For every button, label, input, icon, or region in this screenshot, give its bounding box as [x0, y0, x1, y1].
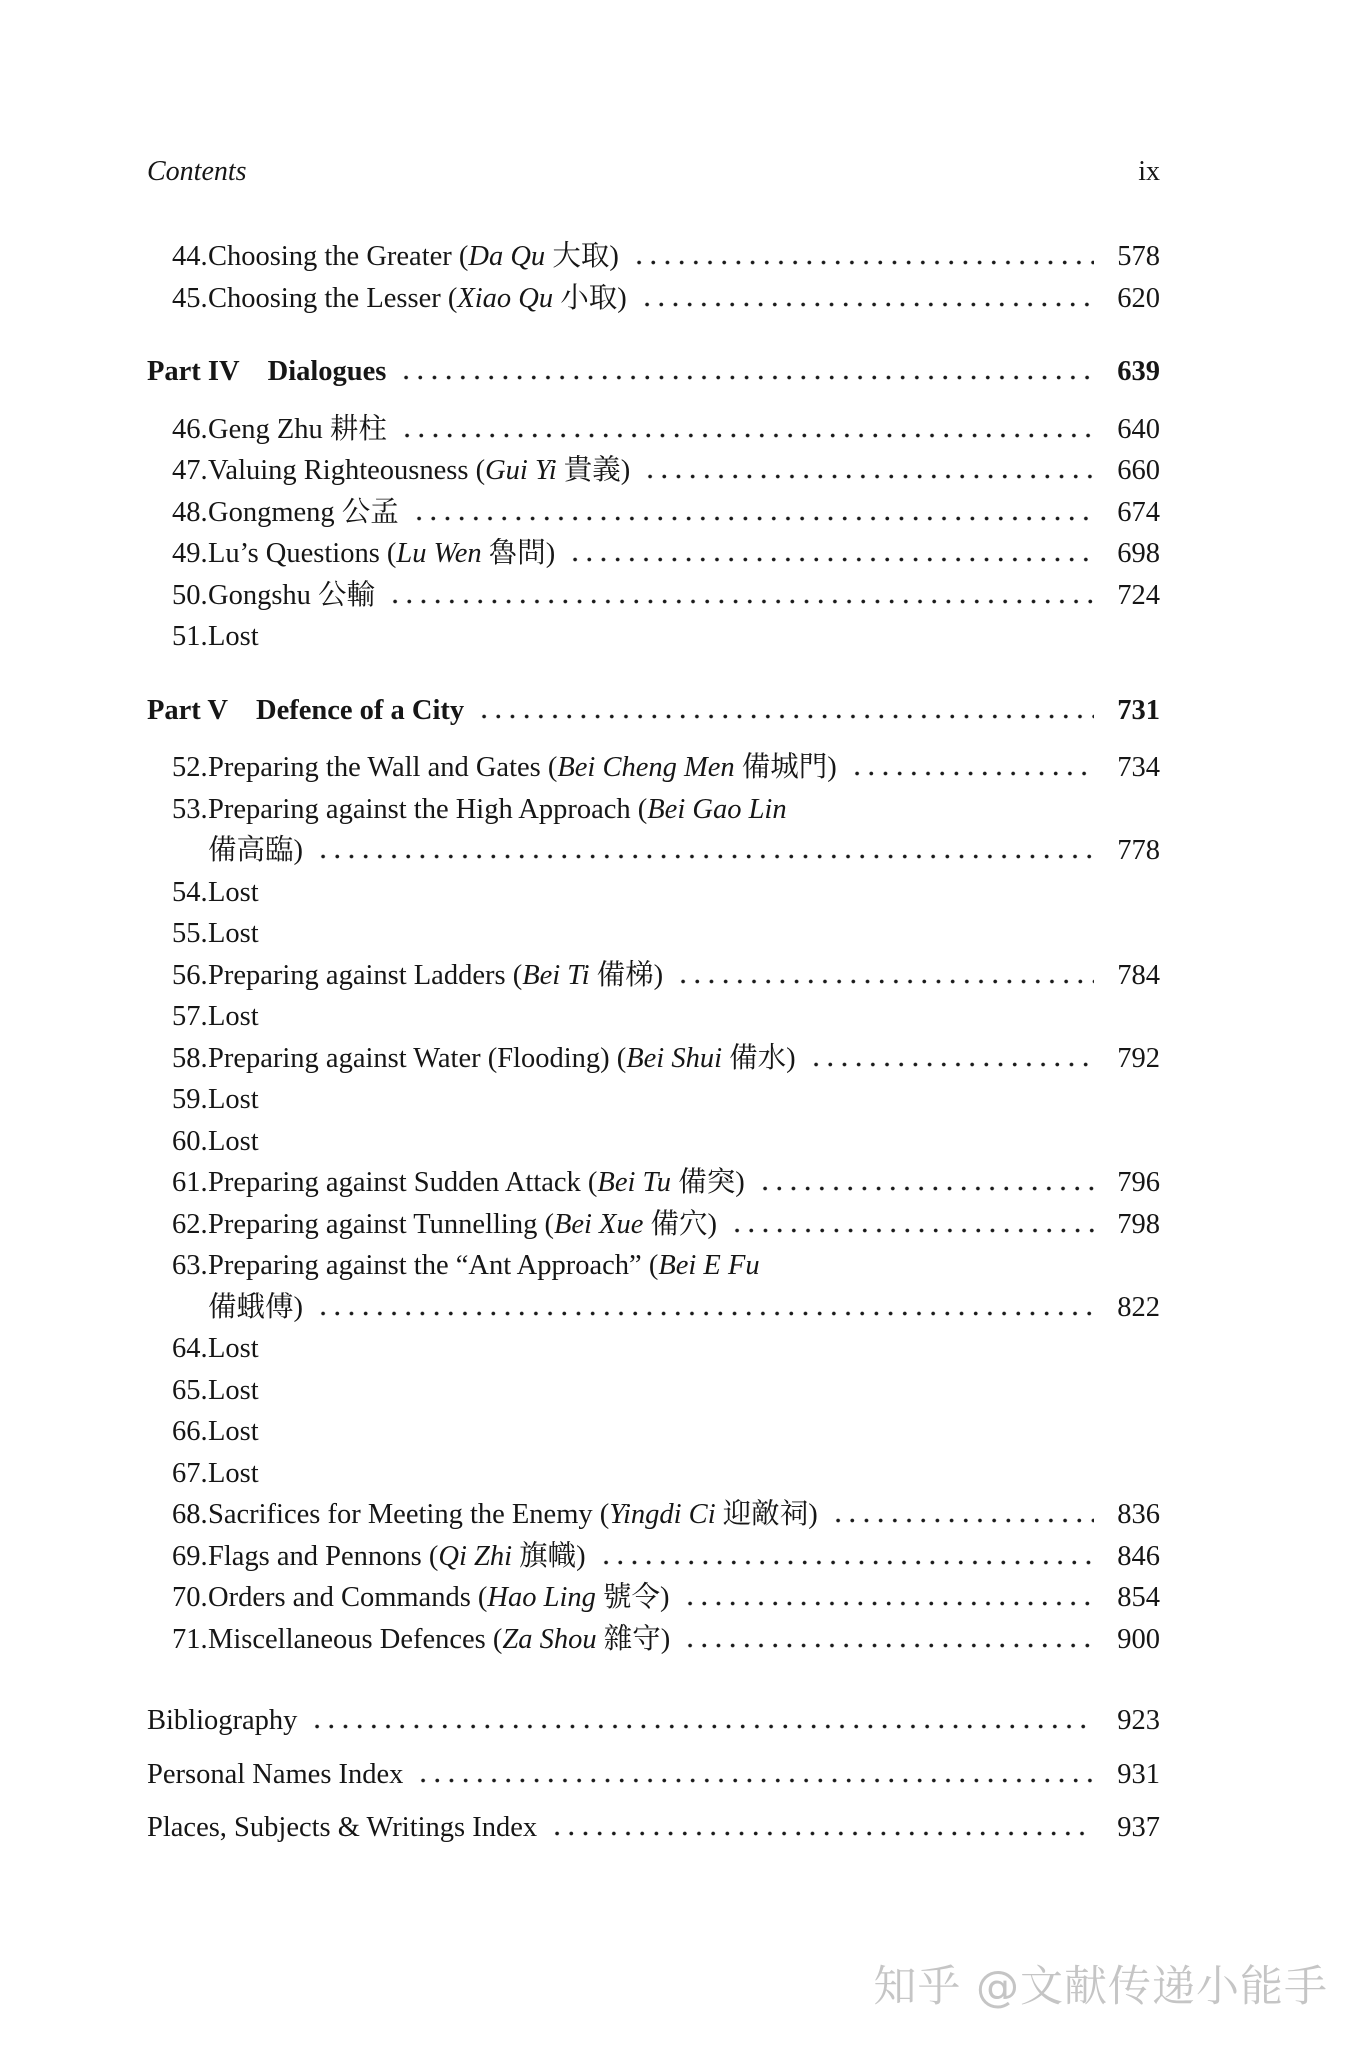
entry-title [208, 1453, 259, 1495]
entry-number: 53. [172, 793, 208, 825]
entry-title-text: Flags and Pennons ( [208, 1540, 439, 1572]
entry-title-text: Preparing against Sudden Attack ( [208, 1167, 598, 1198]
entry-title-romanization: Bei Xue [553, 1208, 644, 1240]
entry-number: 67. [172, 1457, 208, 1489]
dot-leader [643, 474, 1094, 479]
toc-entry [147, 1204, 1160, 1246]
toc-entry [147, 1494, 1160, 1536]
entry-page-number: 698 [1117, 538, 1160, 569]
toc-entry [147, 1245, 1160, 1287]
part-title: Defence of a City [256, 694, 465, 726]
entry-title-text: 備高臨) [208, 835, 303, 866]
entry-title [208, 1038, 796, 1080]
entry-number: 49. [172, 538, 208, 569]
entry-title [208, 1577, 670, 1619]
entry-title-text: Lost [208, 1457, 259, 1489]
toc-entry [147, 1754, 1160, 1796]
entry-title-text: Preparing against Ladders ( [208, 959, 523, 991]
entry-title-text: Lost [208, 876, 259, 908]
part-label: Part V [147, 694, 228, 726]
entry-title [147, 1754, 403, 1796]
entry-title-text: Orders and Commands ( [208, 1582, 488, 1613]
dot-leader [400, 433, 1094, 438]
entry-title-romanization: Bei E Fu [658, 1250, 760, 1281]
entry-number: 66. [172, 1416, 208, 1447]
entry-title-text: 貴義) [556, 455, 631, 486]
dot-leader [683, 1601, 1094, 1606]
entry-page-number: 931 [1117, 1758, 1160, 1790]
part-title: Dialogues [267, 356, 387, 387]
entry-title [208, 278, 627, 320]
dot-leader [683, 1643, 1094, 1648]
toc-entry [147, 830, 1160, 872]
entry-title-text: Places, Subjects & Writings Index [147, 1812, 538, 1843]
entry-title-text: Preparing the Wall and Gates ( [208, 752, 558, 783]
entry-title-text: 備突) [671, 1167, 745, 1198]
entry-title-text: 號令) [595, 1582, 670, 1613]
entry-title-text: Sacrifices for Meeting the Enemy ( [208, 1499, 610, 1530]
toc-entry [147, 789, 1160, 831]
entry-page-number: 792 [1117, 1042, 1160, 1074]
entry-title-text: 備穴) [643, 1208, 717, 1240]
entry-number: 55. [172, 918, 208, 949]
toc-entry [147, 575, 1160, 617]
entry-page-number: 734 [1117, 752, 1160, 783]
entry-title-text: Valuing Righteousness ( [208, 455, 486, 486]
entry-page-number: 639 [1117, 356, 1160, 387]
entry-title-romanization: Qi Zhi [438, 1540, 513, 1572]
toc-entry [147, 955, 1160, 997]
entry-title-text: Lost [208, 1084, 259, 1115]
entry-title [208, 492, 399, 534]
toc-entry [147, 1370, 1160, 1412]
entry-title-text: 旗幟) [512, 1540, 586, 1572]
toc-entry [147, 278, 1160, 320]
running-header [147, 156, 1160, 188]
entry-title [208, 1328, 259, 1370]
entry-title-text: 備水) [722, 1042, 796, 1074]
entry-page-number: 578 [1117, 241, 1160, 272]
toc-entry [147, 1807, 1160, 1849]
dot-leader [632, 260, 1094, 265]
entry-title-romanization: Bei Cheng Men [557, 752, 735, 783]
entry-title-text: Preparing against the “Ant Approach” ( [208, 1250, 659, 1281]
toc-entry [147, 1328, 1160, 1370]
entry-title-romanization: Bei Ti [522, 959, 590, 991]
toc-entry [147, 996, 1160, 1038]
entry-page-number: 796 [1117, 1167, 1160, 1198]
entry-title-text: Miscellaneous Defences ( [208, 1623, 503, 1655]
dot-leader [676, 979, 1094, 984]
entry-title-text: Lost [208, 1374, 259, 1406]
entry-title [208, 450, 630, 492]
toc-entry [147, 492, 1160, 534]
dot-leader [388, 599, 1094, 604]
entry-number: 44. [172, 241, 208, 272]
entry-title-text: 大取) [545, 241, 619, 272]
entry-title [208, 1370, 259, 1412]
entry-title [208, 996, 259, 1038]
folio-page-number: ix [1138, 156, 1160, 187]
entry-title [208, 1619, 670, 1661]
toc-entry [147, 872, 1160, 914]
dot-leader [399, 375, 1094, 380]
entry-number: 47. [172, 455, 208, 486]
entry-title-text: 雜守) [596, 1623, 671, 1655]
entry-title [208, 409, 387, 451]
entry-title-text: Choosing the Greater ( [208, 241, 469, 272]
toc-entry [147, 1079, 1160, 1121]
entry-number: 62. [172, 1208, 208, 1240]
entry-title [208, 872, 259, 914]
entry-page-number: 640 [1117, 413, 1160, 445]
dot-leader [809, 1062, 1094, 1067]
toc-entry [147, 1287, 1160, 1329]
entry-title [208, 789, 787, 831]
toc-entry [147, 1619, 1160, 1661]
entry-title-text: Gongmeng 公孟 [208, 496, 399, 528]
entry-title [147, 1807, 537, 1849]
entry-number: 57. [172, 1001, 208, 1032]
entry-title [208, 830, 303, 872]
entry-title-text: 迎敵祠) [715, 1499, 818, 1530]
dot-leader [316, 854, 1094, 859]
entry-title-text: 小取) [553, 282, 627, 314]
dot-leader [316, 1311, 1094, 1316]
entry-number: 50. [172, 579, 208, 611]
entry-number: 61. [172, 1167, 208, 1198]
entry-title-text: 魯問) [481, 538, 556, 569]
entry-title-text: Lost [208, 621, 259, 652]
entry-title-text: Lost [208, 1333, 259, 1364]
entry-page-number: 784 [1117, 959, 1160, 991]
entry-title-romanization: Lu Wen [396, 538, 482, 569]
entry-number: 59. [172, 1084, 208, 1115]
entry-number: 68. [172, 1499, 208, 1530]
entry-page-number: 724 [1117, 579, 1160, 611]
entry-page-number: 674 [1117, 496, 1160, 528]
entry-number: 60. [172, 1125, 208, 1157]
entry-title-text: Lost [208, 1125, 259, 1157]
entry-title-text: Lu’s Questions ( [208, 538, 397, 569]
dot-leader [310, 1724, 1094, 1729]
entry-title [147, 1700, 297, 1742]
watermark-text: 知乎 @文献传递小能手 [873, 1962, 1328, 2012]
toc-entry [147, 1453, 1160, 1495]
entry-number: 46. [172, 413, 208, 445]
toc-entry [147, 747, 1160, 789]
entry-number: 64. [172, 1333, 208, 1364]
entry-page-number: 660 [1117, 455, 1160, 486]
entry-title [208, 533, 555, 575]
entry-title-text: Choosing the Lesser ( [208, 282, 458, 314]
entry-title-text: Geng Zhu 耕柱 [208, 413, 387, 445]
toc-entry [147, 1162, 1160, 1204]
entry-number: 69. [172, 1540, 208, 1572]
toc-part-heading [147, 351, 1160, 393]
dot-leader [730, 1228, 1094, 1233]
toc-entry [147, 450, 1160, 492]
entry-title-romanization: Bei Gao Lin [647, 793, 787, 825]
entry-title [208, 1287, 303, 1329]
entry-title [208, 913, 259, 955]
entry-title-text: 備城門) [734, 752, 837, 783]
dot-leader [550, 1831, 1094, 1836]
dot-leader [850, 771, 1094, 776]
dot-leader [758, 1186, 1094, 1191]
entry-title-text: 備梯) [589, 959, 664, 991]
entry-number: 54. [172, 876, 208, 908]
toc-entry [147, 616, 1160, 658]
toc-entry [147, 1577, 1160, 1619]
entry-title [208, 1411, 259, 1453]
entry-page-number: 620 [1117, 282, 1160, 314]
dot-leader [831, 1518, 1094, 1523]
entry-title-romanization: Yingdi Ci [609, 1499, 716, 1530]
entry-title [208, 616, 259, 658]
entry-title-text: Gongshu 公輸 [208, 579, 376, 611]
entry-title-romanization: Hao Ling [487, 1582, 596, 1613]
entry-title-text: Lost [208, 1001, 259, 1032]
entry-title-text: Preparing against Water (Flooding) ( [208, 1042, 627, 1074]
toc-entry [147, 913, 1160, 955]
toc-entry [147, 1038, 1160, 1080]
entry-title-text: Preparing against Tunnelling ( [208, 1208, 554, 1240]
toc-entry [147, 1536, 1160, 1578]
entry-title-romanization: Gui Yi [485, 455, 557, 486]
entry-title [208, 575, 375, 617]
toc-entry [147, 1411, 1160, 1453]
entry-page-number: 846 [1117, 1540, 1160, 1572]
entry-number: 58. [172, 1042, 208, 1074]
toc-entry [147, 409, 1160, 451]
dot-leader [416, 1778, 1094, 1783]
entry-title-text: 備蛾傅) [208, 1291, 303, 1323]
part-label: Part IV [147, 356, 240, 387]
entry-page-number: 900 [1117, 1623, 1160, 1655]
dot-leader [599, 1560, 1094, 1565]
entry-title-romanization: Xiao Qu [457, 282, 554, 314]
entry-number: 45. [172, 282, 208, 314]
entry-title [208, 955, 663, 997]
entry-title-romanization: Za Shou [502, 1623, 597, 1655]
entry-page-number: 798 [1117, 1208, 1160, 1240]
entry-title-romanization: Bei Shui [626, 1042, 723, 1074]
entry-number: 63. [172, 1250, 208, 1281]
entry-number: 48. [172, 496, 208, 528]
toc-list [147, 236, 1160, 1849]
entry-title-text: Personal Names Index [147, 1758, 404, 1790]
entry-page-number: 778 [1117, 835, 1160, 866]
entry-title-romanization: Da Qu [468, 241, 546, 272]
dot-leader [477, 714, 1094, 719]
entry-title [208, 1494, 818, 1536]
entry-title-text: Preparing against the High Approach ( [208, 793, 648, 825]
entry-number: 52. [172, 752, 208, 783]
entry-number: 51. [172, 621, 208, 652]
toc-entry [147, 236, 1160, 278]
toc-part-heading [147, 690, 1160, 732]
entry-page-number: 836 [1117, 1499, 1160, 1530]
entry-title [208, 1245, 760, 1287]
entry-number: 56. [172, 959, 208, 991]
toc-entry [147, 1121, 1160, 1163]
entry-page-number: 937 [1117, 1812, 1160, 1843]
entry-title-text: Bibliography [147, 1705, 298, 1736]
entry-title [208, 747, 837, 789]
entry-title [208, 1536, 586, 1578]
contents-heading: Contents [147, 156, 247, 187]
entry-page-number: 731 [1117, 694, 1160, 726]
toc-entry [147, 1700, 1160, 1742]
entry-title [208, 1162, 745, 1204]
entry-title [208, 236, 619, 278]
entry-number: 70. [172, 1582, 208, 1613]
entry-title [208, 1121, 259, 1163]
entry-page-number: 854 [1117, 1582, 1160, 1613]
entry-title [208, 1204, 717, 1246]
entry-title-romanization: Bei Tu [597, 1167, 672, 1198]
entry-number: 71. [172, 1623, 208, 1655]
entry-page-number: 822 [1117, 1291, 1160, 1323]
toc-entry [147, 533, 1160, 575]
entry-title-text: Lost [208, 918, 259, 949]
dot-leader [640, 302, 1094, 307]
entry-title-text: Lost [208, 1416, 259, 1447]
entry-page-number: 923 [1117, 1705, 1160, 1736]
dot-leader [412, 516, 1094, 521]
entry-title [208, 1079, 259, 1121]
dot-leader [568, 557, 1094, 562]
entry-number: 65. [172, 1374, 208, 1406]
